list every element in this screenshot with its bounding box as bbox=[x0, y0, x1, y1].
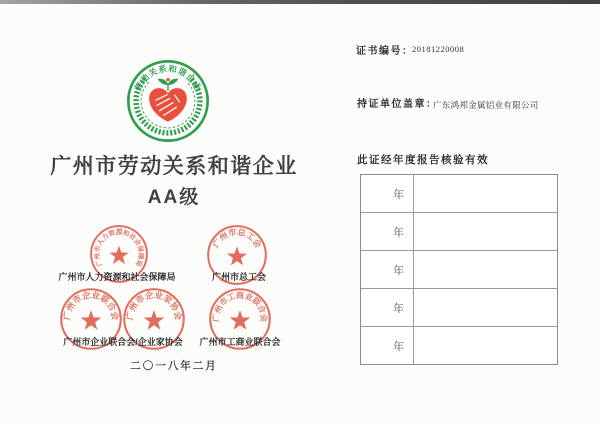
svg-text:广州市总工会: 广州市总工会 bbox=[210, 226, 264, 250]
emblem-icon bbox=[126, 59, 210, 143]
star-icon bbox=[144, 310, 165, 330]
annual-verification-table bbox=[360, 174, 558, 365]
star-icon bbox=[81, 310, 102, 330]
year-cell: 年 bbox=[361, 213, 414, 250]
certificate-number-value: 20181220008 bbox=[412, 44, 465, 54]
holder-seal-label: 持证单位盖章： bbox=[357, 99, 438, 110]
annual-verification-note: 此证经年度报告核验有效 bbox=[357, 154, 489, 166]
issue-date: 二〇一八年二月 bbox=[130, 360, 218, 372]
harmonious-enterprise-emblem bbox=[126, 59, 210, 143]
certificate-title: 广州市劳动关系和谐企业 bbox=[50, 155, 298, 178]
star-icon bbox=[109, 246, 128, 264]
issuer-label-enterprise-associations: 广州市企业联合会/企业家协会 bbox=[63, 337, 183, 347]
svg-text:广州市企业家协会: 广州市企业家协会 bbox=[124, 289, 184, 321]
emblem-arc-text: 劳动关系和谐企业 bbox=[132, 63, 204, 93]
issuer-label-hr-bureau: 广州市人力资源和社会保障局 bbox=[58, 272, 176, 282]
certificate-number-label: 证书编号： bbox=[356, 46, 414, 57]
svg-text:广州市企业联合会: 广州市企业联合会 bbox=[61, 289, 121, 321]
table-row bbox=[361, 250, 557, 288]
scan-edge-artifact bbox=[0, 0, 600, 4]
year-cell: 年 bbox=[361, 251, 414, 288]
star-icon bbox=[227, 246, 247, 265]
year-cell: 年 bbox=[361, 289, 414, 326]
svg-text:广州市人力资源和社会保障局: 广州市人力资源和社会保障局 bbox=[93, 229, 145, 268]
table-row bbox=[361, 288, 557, 326]
year-cell: 年 bbox=[361, 175, 414, 212]
issuer-label-industry-commerce: 广州市工商业联合会 bbox=[199, 337, 281, 347]
note-cell bbox=[414, 327, 557, 364]
note-cell bbox=[414, 289, 557, 326]
svg-text:广州市工商业联合会: 广州市工商业联合会 bbox=[211, 290, 269, 323]
issuer-label-trade-union: 广州市总工会 bbox=[211, 272, 266, 282]
apple-handshake-icon bbox=[149, 88, 187, 122]
certificate-grade: AA级 bbox=[147, 187, 201, 208]
note-cell bbox=[414, 213, 557, 250]
year-cell: 年 bbox=[361, 327, 414, 364]
holder-company-name: 广东鸿邦金属铝业有限公司 bbox=[433, 100, 539, 110]
note-cell bbox=[414, 251, 557, 288]
note-cell bbox=[414, 175, 557, 212]
table-row bbox=[361, 326, 557, 364]
star-icon bbox=[230, 310, 251, 330]
table-row bbox=[361, 175, 557, 212]
table-row bbox=[361, 212, 557, 250]
